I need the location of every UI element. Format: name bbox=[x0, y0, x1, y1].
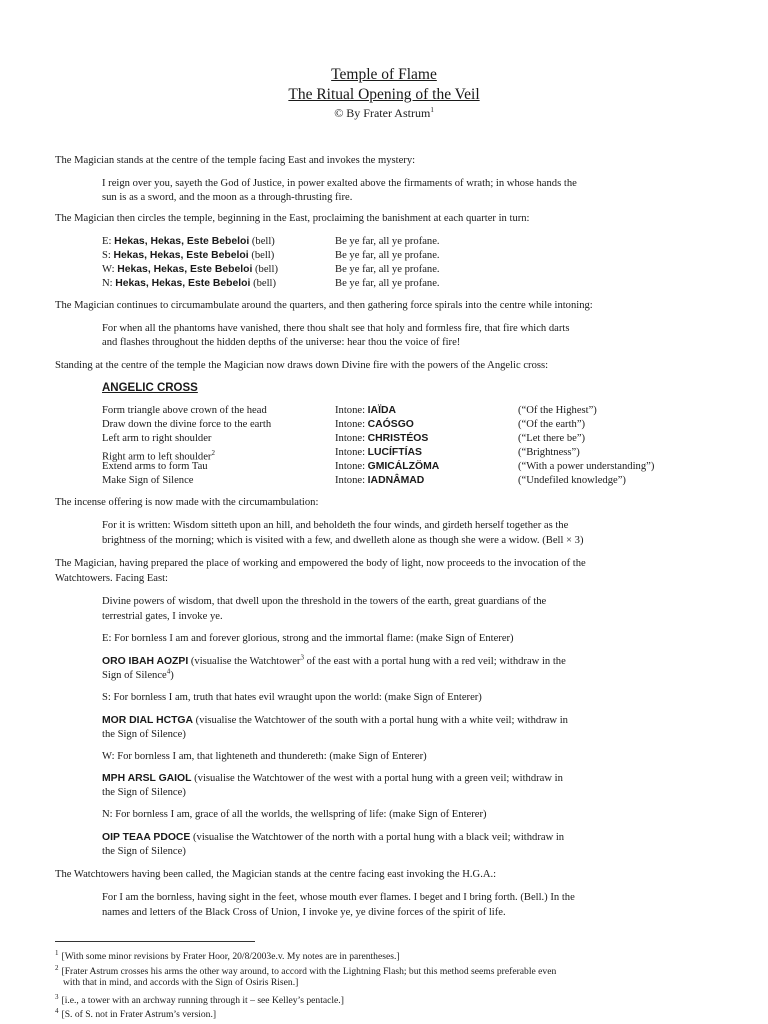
angelic-cross-heading: ANGELIC CROSS bbox=[102, 382, 198, 394]
paragraph-banishment-intro: The Magician then circles the temple, beginning in the East, proclaiming the banishment at each quarter in turn: bbox=[55, 213, 530, 224]
quarter-bell: (bell) bbox=[251, 236, 275, 247]
verse-phantoms-line-2: and flashes throughout the hidden depths of the universe: hear thou the voice of fire! bbox=[102, 337, 461, 348]
footnote-number: 3 bbox=[55, 993, 59, 1001]
south-watchtower-line-2: the Sign of Silence) bbox=[102, 729, 186, 740]
paragraph-circumambulate: The Magician continues to circumambulate around the quarters, and then gathering force spirals into the centre while intoning: bbox=[55, 300, 593, 311]
cross-meaning: (“Of the earth”) bbox=[518, 419, 586, 430]
cross-meaning: (“With a power understanding”) bbox=[518, 461, 655, 472]
quarter-words: Hekas, Hekas, Este Bebeloi bbox=[114, 236, 250, 247]
cross-word: GMICÁLZÖMA bbox=[367, 461, 440, 472]
cross-intone bbox=[335, 432, 428, 446]
footnote-1 bbox=[55, 947, 400, 963]
verse-wisdom-line-1: For it is written: Wisdom sitteth upon an hill, and beholdeth the four winds, and girdeth herself together as the bbox=[102, 520, 569, 531]
west-watchtower-line-1 bbox=[102, 772, 563, 786]
footnote-ref-4: 4 bbox=[166, 667, 171, 676]
cross-meaning: (“Let there be”) bbox=[518, 433, 586, 444]
north-watchtower-line-1 bbox=[102, 831, 564, 845]
north-watchtower-name: OIP TEAA PDOCE bbox=[102, 832, 191, 843]
north-visualise: (visualise the Watchtower of the north with a portal hung with a black veil; withdraw in bbox=[190, 832, 565, 843]
quarter-direction: S: bbox=[102, 250, 111, 261]
north-invocation: N: For bornless I am, grace of all the worlds, the wellspring of life: (make Sign of Enterer) bbox=[102, 809, 487, 820]
intone-label: Intone: bbox=[335, 419, 366, 430]
verse-divine-powers-line-2: terrestrial gates, I invoke ye. bbox=[102, 611, 223, 622]
cross-action: Left arm to right shoulder bbox=[102, 433, 212, 444]
east-silence-close: ) bbox=[170, 670, 174, 681]
quarter-words: Hekas, Hekas, Este Bebeloi bbox=[115, 278, 251, 289]
quarter-reply-east: Be ye far, all ye profane. bbox=[335, 236, 440, 247]
verse-bornless-line-1: For I am the bornless, having sight in the feet, whose mouth ever flames. I beget and I bring forth. (Bell.) In the bbox=[102, 892, 575, 903]
paragraph-hga: The Watchtowers having been called, the Magician stands at the centre facing east invoking the H.G.A.: bbox=[55, 869, 497, 880]
cross-meaning: (“Brightness”) bbox=[518, 447, 580, 458]
verse-phantoms-line-1: For when all the phantoms have vanished, there thou shalt see that holy and formless fire, that fire which darts bbox=[102, 323, 570, 334]
cross-word: IAÏDA bbox=[367, 405, 396, 416]
footnote-4 bbox=[55, 1005, 216, 1021]
quarter-row-south bbox=[102, 249, 274, 263]
east-watchtower-line-1 bbox=[102, 655, 566, 669]
south-watchtower-line-1 bbox=[102, 714, 568, 728]
footnote-number: 4 bbox=[55, 1007, 59, 1015]
verse-divine-powers-line-1: Divine powers of wisdom, that dwell upon the threshold in the towers of the earth, great guardians of the bbox=[102, 596, 547, 607]
paragraph-invocation-intro: The Magician stands at the centre of the temple facing East and invokes the mystery: bbox=[55, 155, 416, 166]
intone-label: Intone: bbox=[335, 447, 366, 458]
cross-action: Form triangle above crown of the head bbox=[102, 405, 267, 416]
cross-intone bbox=[335, 474, 424, 488]
quarter-bell: (bell) bbox=[253, 278, 277, 289]
verse-wisdom-line-2: brightness of the morning; which is visited with a few, and dwelleth alone as though she were a widow. (Bell × 3) bbox=[102, 535, 584, 546]
south-invocation: S: For bornless I am, truth that hates evil wraught upon the world: (make Sign of Enterer) bbox=[102, 692, 482, 703]
footnote-text: [i.e., a tower with an archway running through it – see Kelley’s pentacle.] bbox=[61, 995, 344, 1007]
footnote-number: 2 bbox=[55, 964, 59, 972]
cross-word: CHRISTÉOS bbox=[367, 433, 429, 444]
cross-intone bbox=[335, 446, 422, 460]
quarter-row-east bbox=[102, 235, 275, 249]
quarter-words: Hekas, Hekas, Este Bebeloi bbox=[117, 264, 253, 275]
quarter-row-west bbox=[102, 263, 278, 277]
footnote-ref-3: 3 bbox=[300, 653, 304, 662]
quarter-reply-south: Be ye far, all ye profane. bbox=[335, 250, 440, 261]
footnote-2-continued: with that in mind, and accords with the Sign of Osiris Risen.] bbox=[63, 977, 299, 988]
cross-action: Extend arms to form Tau bbox=[102, 461, 208, 472]
quarter-direction: N: bbox=[102, 278, 113, 289]
paragraph-divine-fire: Standing at the centre of the temple the Magician now draws down Divine fire with the powers of the Angelic cross: bbox=[55, 360, 549, 371]
title-line-2: The Ritual Opening of the Veil bbox=[288, 86, 480, 103]
intone-label: Intone: bbox=[335, 433, 366, 444]
intone-label: Intone: bbox=[335, 475, 366, 486]
title-line-1: Temple of Flame bbox=[331, 66, 437, 83]
intone-label: Intone: bbox=[335, 461, 366, 472]
footnote-divider bbox=[55, 941, 255, 942]
west-watchtower-name: MPH ARSL GAIOL bbox=[102, 773, 192, 784]
cross-action: Right arm to left shoulder bbox=[102, 451, 212, 463]
byline bbox=[0, 106, 768, 121]
west-visualise: (visualise the Watchtower of the west with a portal hung with a green veil; withdraw in bbox=[191, 773, 563, 784]
south-watchtower-name: MOR DIAL HCTGA bbox=[102, 715, 194, 726]
cross-meaning: (“Undefiled knowledge”) bbox=[518, 475, 626, 486]
quarter-row-north bbox=[102, 277, 276, 291]
footnote-ref-1: 1 bbox=[430, 106, 434, 114]
verse-god-of-justice-line-2: sun is as a sword, and the moon as a through-thrusting fire. bbox=[102, 192, 353, 203]
footnote-number: 1 bbox=[55, 949, 59, 957]
cross-intone bbox=[335, 460, 439, 474]
east-visualise-b: of the east with a portal hung with a red veil; withdraw in the bbox=[303, 656, 566, 667]
footnote-text: [Frater Astrum crosses his arms the other way around, to accord with the Lightning Flash; but this method seems preferable even bbox=[61, 966, 557, 978]
paragraph-watchtowers-line-1: The Magician, having prepared the place of working and empowered the body of light, now proceeds to the invocation of the bbox=[55, 558, 586, 569]
east-invocation: E: For bornless I am and forever glorious, strong and the immortal flame: (make Sign of Enterer) bbox=[102, 633, 514, 644]
quarter-words: Hekas, Hekas, Este Bebeloi bbox=[113, 250, 249, 261]
cross-intone bbox=[335, 418, 414, 432]
footnote-ref-2: 2 bbox=[211, 449, 215, 457]
quarter-reply-north: Be ye far, all ye profane. bbox=[335, 278, 440, 289]
quarter-reply-west: Be ye far, all ye profane. bbox=[335, 264, 440, 275]
verse-bornless-line-2: names and letters of the Black Cross of Union, I invoke ye, ye divine forces of the spirit of life. bbox=[102, 907, 506, 918]
cross-meaning: (“Of the Highest”) bbox=[518, 405, 597, 416]
west-watchtower-line-2: the Sign of Silence) bbox=[102, 787, 186, 798]
quarter-bell: (bell) bbox=[255, 264, 278, 275]
west-invocation: W: For bornless I am, that lighteneth and thundereth: (make Sign of Enterer) bbox=[102, 751, 427, 762]
south-visualise: (visualise the Watchtower of the south with a portal hung with a white veil; withdraw in bbox=[193, 715, 568, 726]
quarter-direction: E: bbox=[102, 236, 112, 247]
east-silence: Sign of Silence bbox=[102, 670, 167, 681]
quarter-direction: W: bbox=[102, 264, 115, 275]
quarter-bell: (bell) bbox=[251, 250, 275, 261]
footnote-text: [With some minor revisions by Frater Hoor, 20/8/2003e.v. My notes are in parentheses.] bbox=[61, 951, 400, 963]
verse-god-of-justice-line-1: I reign over you, sayeth the God of Justice, in power exalted above the firmaments of wrath; in whose hands the bbox=[102, 178, 577, 189]
byline-text: © By Frater Astrum bbox=[334, 106, 431, 120]
cross-action: Draw down the divine force to the earth bbox=[102, 419, 272, 430]
cross-word: LUCÍFTÍAS bbox=[367, 447, 422, 458]
intone-label: Intone: bbox=[335, 405, 366, 416]
cross-intone bbox=[335, 404, 396, 418]
cross-action: Make Sign of Silence bbox=[102, 475, 194, 486]
north-watchtower-line-2: the Sign of Silence) bbox=[102, 846, 186, 857]
paragraph-watchtowers-line-2: Watchtowers. Facing East: bbox=[55, 573, 168, 584]
east-watchtower-name: ORO IBAH AOZPI bbox=[102, 656, 189, 667]
east-visualise-a: (visualise the Watchtower bbox=[188, 656, 301, 667]
cross-word: CAÓSGO bbox=[367, 419, 414, 430]
east-watchtower-line-2 bbox=[102, 669, 174, 683]
paragraph-incense: The incense offering is now made with the circumambulation: bbox=[55, 497, 319, 508]
footnote-text: [S. of S. not in Frater Astrum’s version.] bbox=[61, 1009, 217, 1021]
cross-word: IADNÂMAD bbox=[367, 475, 425, 486]
